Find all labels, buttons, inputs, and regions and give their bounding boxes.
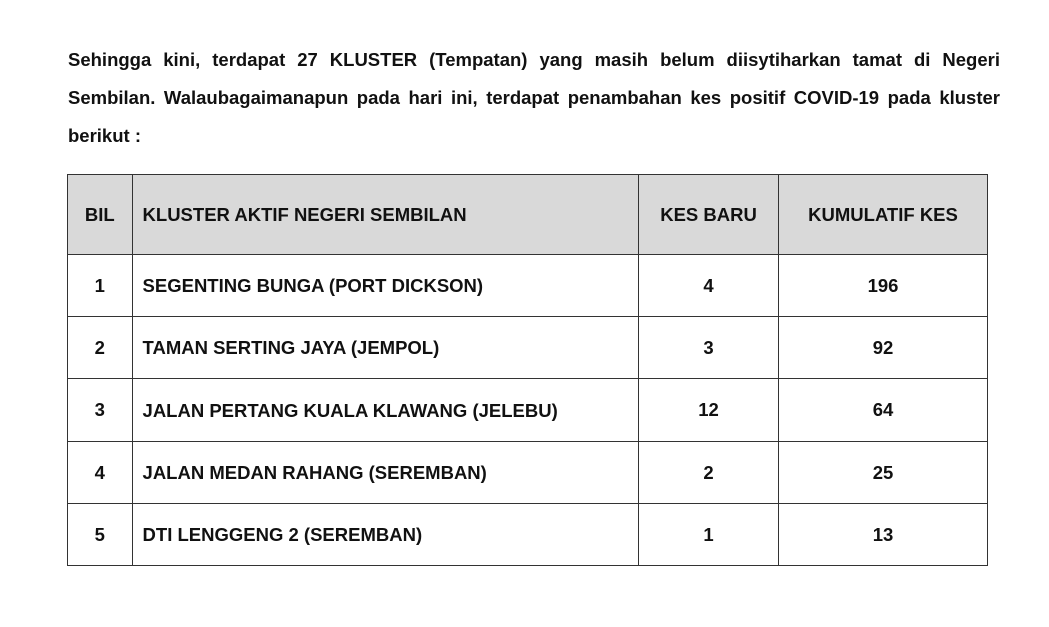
row-cumulative: 25	[779, 442, 988, 504]
table-row	[68, 255, 988, 317]
row-cluster-name: SEGENTING BUNGA (PORT DICKSON)	[132, 255, 638, 317]
table-row	[68, 379, 988, 442]
intro-paragraph: Sehingga kini, terdapat 27 KLUSTER (Tempatan) yang masih belum diisytiharkan tamat di Negeri Sembilan. Walaubagaimanapun pada hari ini, terdapat penambahan kes positif COVID-19 pada kluster berikut :	[68, 48, 1000, 146]
header-cumulative: KUMULATIF KES	[779, 175, 988, 255]
table-row	[68, 504, 988, 566]
row-new-cases: 3	[639, 317, 779, 379]
row-new-cases: 12	[639, 379, 779, 442]
row-new-cases: 2	[639, 442, 779, 504]
table-row	[68, 317, 988, 379]
row-cumulative: 13	[779, 504, 988, 566]
row-new-cases: 1	[639, 504, 779, 566]
row-cluster-name: DTI LENGGENG 2 (SEREMBAN)	[132, 504, 638, 566]
row-bil: 2	[68, 317, 133, 379]
table-header-row	[68, 175, 988, 255]
row-cluster-name: JALAN PERTANG KUALA KLAWANG (JELEBU)	[132, 379, 638, 442]
header-bil: BIL	[68, 175, 133, 255]
row-cluster-name: JALAN MEDAN RAHANG (SEREMBAN)	[132, 442, 638, 504]
row-bil: 5	[68, 504, 133, 566]
header-new-cases: KES BARU	[639, 175, 779, 255]
cluster-table	[67, 174, 988, 566]
row-cumulative: 64	[779, 379, 988, 442]
row-new-cases: 4	[639, 255, 779, 317]
header-cluster: KLUSTER AKTIF NEGERI SEMBILAN	[132, 175, 638, 255]
row-bil: 3	[68, 379, 133, 442]
table-row	[68, 442, 988, 504]
row-cumulative: 92	[779, 317, 988, 379]
row-cluster-name: TAMAN SERTING JAYA (JEMPOL)	[132, 317, 638, 379]
row-bil: 4	[68, 442, 133, 504]
row-bil: 1	[68, 255, 133, 317]
row-cumulative: 196	[779, 255, 988, 317]
